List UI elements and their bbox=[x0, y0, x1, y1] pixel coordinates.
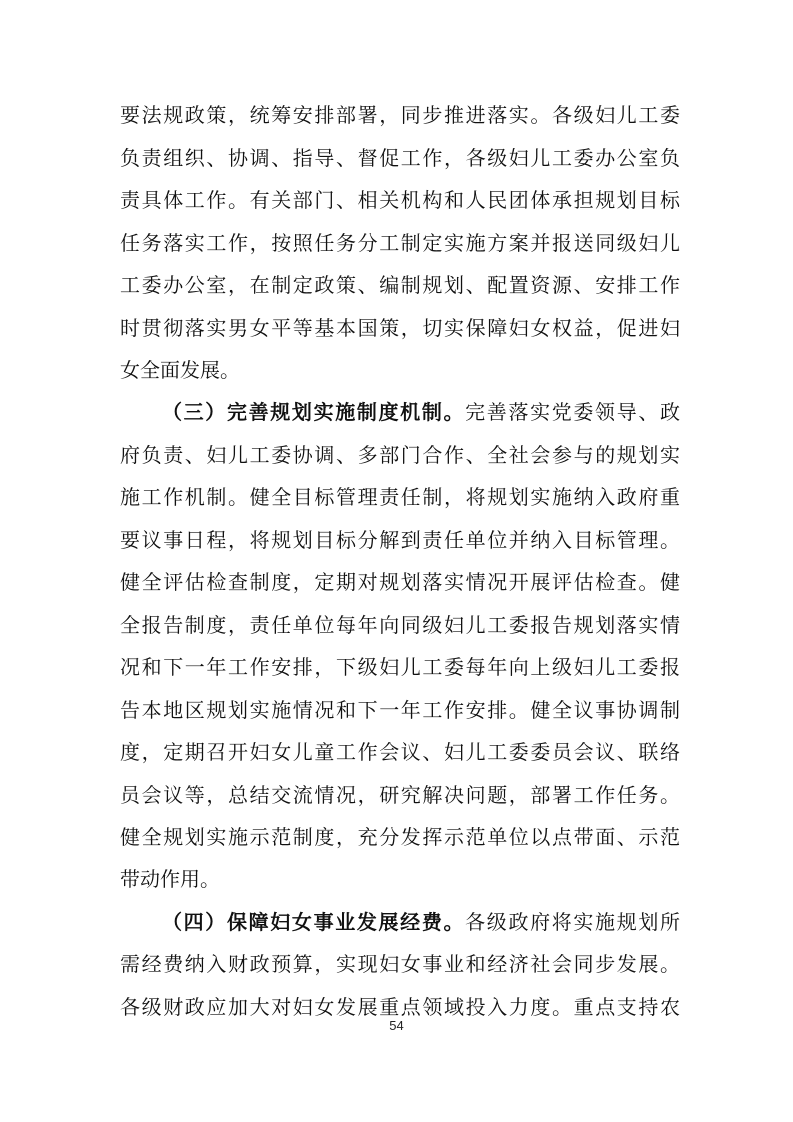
text-line: 需经费纳入财政预算，实现妇女事业和经济社会同步发展。 bbox=[120, 952, 680, 976]
text-line: 时贯彻落实男女平等基本国策，切实保障妇女权益，促进妇 bbox=[120, 316, 680, 340]
text-line: 带动作用。 bbox=[120, 867, 220, 891]
text-line: 要议事日程，将规划目标分解到责任单位并纳入目标管理。 bbox=[120, 528, 680, 552]
section-3-first-line bbox=[162, 400, 680, 424]
text-line: 员会议等，总结交流情况，研究解决问题，部署工作任务。 bbox=[120, 783, 680, 807]
page-number: 54 bbox=[389, 1018, 404, 1033]
text-line: 责具体工作。有关部门、相关机构和人民团体承担规划目标 bbox=[120, 188, 680, 212]
section-4-heading: （四）保障妇女事业发展经费。 bbox=[162, 910, 466, 934]
text-line: 工委办公室，在制定政策、编制规划、配置资源、安排工作 bbox=[120, 273, 680, 297]
text-line: 要法规政策，统筹安排部署，同步推进落实。各级妇儿工委 bbox=[120, 103, 680, 127]
text-line: 各级财政应加大对妇女发展重点领域投入力度。重点支持农 bbox=[120, 995, 680, 1019]
section-4-first-line-text: 各级政府将实施规划所 bbox=[465, 910, 681, 934]
text-line: 健全评估检查制度，定期对规划落实情况开展评估检查。健 bbox=[120, 570, 680, 594]
text-line: 施工作机制。健全目标管理责任制，将规划实施纳入政府重 bbox=[120, 485, 680, 509]
text-line: 度，定期召开妇女儿童工作会议、妇儿工委委员会议、联络 bbox=[120, 740, 680, 764]
section-3-first-line-text: 完善落实党委领导、政 bbox=[465, 400, 681, 424]
text-line: 任务落实工作，按照任务分工制定实施方案并报送同级妇儿 bbox=[120, 231, 680, 255]
section-4-first-line bbox=[162, 910, 680, 934]
text-line: 况和下一年工作安排，下级妇儿工委每年向上级妇儿工委报 bbox=[120, 655, 680, 679]
text-line: 负责组织、协调、指导、督促工作，各级妇儿工委办公室负 bbox=[120, 146, 680, 170]
section-3-heading: （三）完善规划实施制度机制。 bbox=[162, 400, 466, 424]
text-line: 府负责、妇儿工委协调、多部门合作、全社会参与的规划实 bbox=[120, 443, 680, 467]
text-line: 女全面发展。 bbox=[120, 358, 240, 382]
text-line: 健全规划实施示范制度，充分发挥示范单位以点带面、示范 bbox=[120, 825, 680, 849]
text-line: 全报告制度，责任单位每年向同级妇儿工委报告规划落实情 bbox=[120, 613, 680, 637]
text-line: 告本地区规划实施情况和下一年工作安排。健全议事协调制 bbox=[120, 698, 680, 722]
